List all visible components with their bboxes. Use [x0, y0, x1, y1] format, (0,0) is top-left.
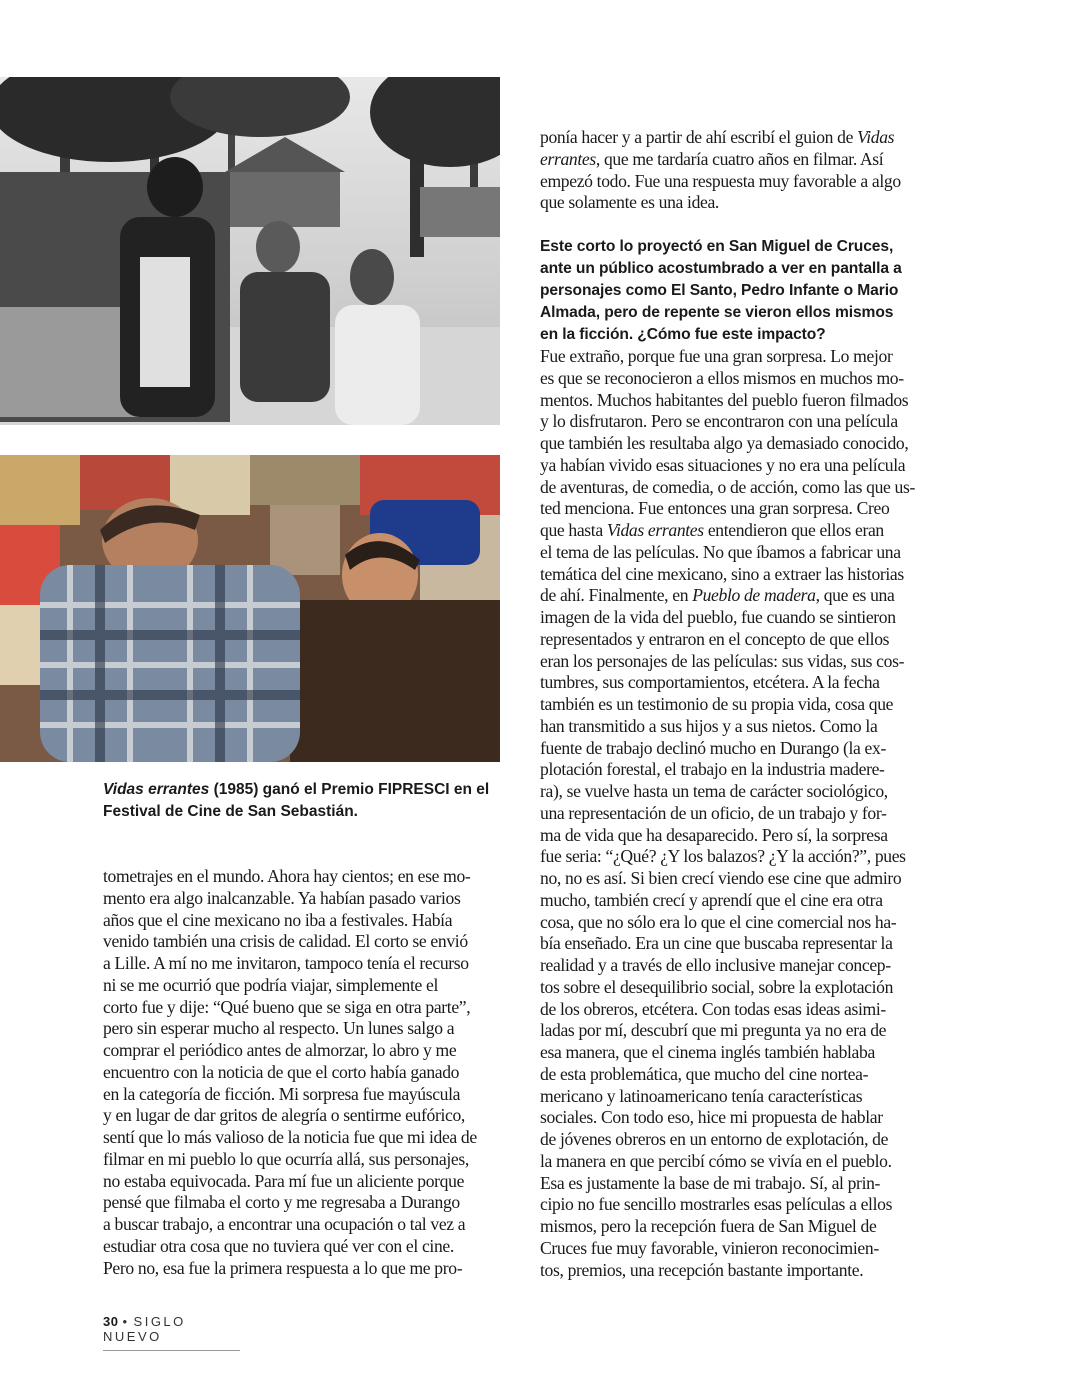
question-line: en la ficción. ¿Cómo fue este impacto?: [540, 326, 826, 343]
text-line: cipio no fue sencillo mostrarles esas películas a ellos: [540, 1194, 893, 1215]
text-line: de aventuras, de comedia, o de acción, como las que us-: [540, 476, 915, 497]
text-line: han transmitido a sus hijos y a sus nietos. Como la: [540, 715, 878, 736]
text-line: ted menciona. Fue entonces una gran sorpresa. Creo: [540, 498, 890, 519]
text-line: una representación de un oficio, de un trabajo y for-: [540, 802, 887, 823]
text-run: entendieron que ellos eran: [703, 520, 884, 540]
text-line: ra), se vuelve hasta un tema de carácter sociológico,: [540, 781, 888, 801]
text-line: comprar el periódico antes de almorzar, lo abro y me: [103, 1040, 457, 1060]
page-number: 30: [103, 1314, 119, 1329]
left-paragraph: [103, 866, 498, 1279]
text-line: ma de vida que ha desaparecido. Pero sí, la sorpresa: [540, 824, 888, 845]
text-line: fue seria: “¿Qué? ¿Y los balazos? ¿Y la acción?”, pues: [540, 846, 906, 867]
text-run: , que es una: [815, 585, 895, 606]
left-text-column: [103, 866, 498, 1279]
text-line: [540, 127, 935, 149]
text-line: encuentro con la noticia de que el corto había ganado: [103, 1061, 460, 1082]
text-run: de ahí. Finalmente, en: [540, 585, 693, 606]
text-line: a Lille. A mí no me invitaron, tampoco tenía el recurso: [103, 953, 469, 973]
text-line: tos, premios, una recepción bastante importante.: [540, 1259, 864, 1280]
text-line: pensé que filmaba el corto y me regresaba a Durango: [103, 1192, 460, 1213]
text-line: es que se reconocieron a ellos mismos en muchos mo-: [540, 367, 904, 388]
question-line: personajes como El Santo, Pedro Infante o Mario: [540, 282, 899, 299]
text-line: tumbres, sus comportamientos, etcétera. A la fecha: [540, 672, 880, 693]
text-line: mismos, pero la recepción fuera de San Miguel de: [540, 1216, 877, 1236]
text-run: , que me tardaría cuatro años en filmar. Así: [595, 148, 884, 169]
interview-question: [540, 236, 935, 346]
film-title: Vidas errantes: [606, 520, 704, 540]
text-line: bía enseñado. Era un cine que buscaba representar la: [540, 933, 893, 954]
text-line: tos sobre el desequilibrio social, sobre la explotación: [540, 976, 894, 997]
footer-separator: •: [122, 1314, 130, 1329]
text-line: años que el cine mexicano no iba a festivales. Había: [103, 909, 453, 930]
text-line: Esa es justamente la base de mi trabajo. Sí, al prin-: [540, 1172, 881, 1193]
text-line: eran los personajes de las películas: sus vidas, sus cos-: [540, 650, 905, 671]
text-line: ladas por mí, descubrí que mi pregunta ya no era de: [540, 1020, 887, 1041]
text-line: realidad y a través de ello inclusive manejar concep-: [540, 955, 891, 975]
text-line: mentos. Muchos habitantes del pueblo fueron filmados: [540, 389, 909, 410]
page-footer: [103, 1314, 240, 1351]
text-line: fuente de trabajo declinó mucho en Durango (la ex-: [540, 737, 886, 758]
text-line: que solamente es una idea.: [540, 192, 719, 213]
text-line: la manera en que percibí cómo se vivía en el pueblo.: [540, 1150, 892, 1171]
text-line: imagen de la vida del pueblo, fue cuando se sintieron: [540, 607, 896, 627]
text-line: de esta problemática, que mucho del cine nortea-: [540, 1063, 869, 1084]
text-line: ni se me ocurrió que podría viajar, simplemente el: [103, 974, 439, 995]
text-line: Cruces fue muy favorable, vinieron reconocimien-: [540, 1237, 879, 1258]
text-line: [540, 520, 935, 542]
text-line: sociales. Con todo eso, hice mi propuesta de hablar: [540, 1107, 883, 1128]
text-line: no estaba equivocada. Para mí fue un aliciente porque: [103, 1170, 465, 1191]
text-line: estudiar otra cosa que no tuviera qué ver con el cine.: [103, 1235, 454, 1256]
film-still-forest-photo: [0, 77, 500, 425]
text-line: mericano y latinoamericano tenía características: [540, 1085, 863, 1106]
text-line: empezó todo. Fue una respuesta muy favorable a algo: [540, 170, 901, 191]
text-line: temática del cine mexicano, sino a extraer las historias: [540, 563, 904, 584]
intro-paragraph: [540, 127, 935, 214]
text-line: representados y entraron en el concepto de que ellos: [540, 628, 890, 649]
text-line: mucho, también crecí y aprendí que el cine era otra: [540, 889, 883, 910]
text-line: corto fue y dije: “Qué bueno que se siga en otra parte”,: [103, 996, 471, 1017]
text-line: y lo disfrutaron. Pero se encontraron con una película: [540, 411, 898, 432]
text-run: que hasta: [540, 520, 607, 540]
text-line: filmar en mi pueblo lo que ocurría allá, sus personajes,: [103, 1148, 469, 1169]
film-still-sleeping-photo: [0, 455, 500, 762]
text-line: no, no es así. Si bien crecí viendo ese cine que admiro: [540, 868, 902, 888]
question-line: Este corto lo proyectó en San Miguel de Cruces,: [540, 238, 894, 255]
text-line: plotación forestal, el trabajo en la industria madere-: [540, 759, 885, 780]
text-line: mento era algo inalcanzable. Ya habían pasado varios: [103, 887, 461, 908]
text-line: sentí que lo más valioso de la noticia fue que mi idea de: [103, 1127, 477, 1147]
caption-text: (1985) ganó el Premio FIPRESCI en el Festival de Cine de San Sebastián.: [103, 781, 490, 820]
text-line: venido también una crisis de calidad. El corto se envió: [103, 931, 468, 952]
text-line: que también les resultaba algo ya demasiado conocido,: [540, 433, 909, 453]
text-line: esa manera, que el cinema inglés también hablaba: [540, 1042, 875, 1062]
text-line: y en lugar de dar gritos de alegría o sentirme eufórico,: [103, 1105, 465, 1126]
interview-answer: [540, 346, 935, 1281]
text-line: pero sin esperar mucho al respecto. Un lunes salgo a: [103, 1018, 455, 1039]
text-line: tometrajes en el mundo. Ahora hay cientos; en ese mo-: [103, 866, 471, 886]
film-title: Pueblo de madera: [692, 585, 816, 606]
text-line: ya habían vivido esas situaciones y no era una película: [540, 454, 906, 475]
film-title: Vidas: [857, 127, 895, 147]
text-line: de los obreros, etcétera. Con todas esas ideas asimi-: [540, 998, 886, 1019]
text-line: de jóvenes obreros en un entorno de explotación, de: [540, 1129, 889, 1149]
question-line: Almada, pero de repente se vieron ellos mismos: [540, 304, 894, 321]
text-run: ponía hacer y a partir de ahí escribí el guion de: [540, 127, 858, 147]
text-line: Pero no, esa fue la primera respuesta a lo que me pro-: [103, 1257, 463, 1278]
text-line: [540, 585, 935, 607]
right-text-column: [540, 127, 935, 1281]
text-line: Fue extraño, porque fue una gran sorpresa. Lo mejor: [540, 346, 893, 366]
text-line: el tema de las películas. No que íbamos a fabricar una: [540, 541, 901, 562]
text-line: en la categoría de ficción. Mi sorpresa fue mayúscula: [103, 1083, 461, 1104]
text-line: a buscar trabajo, a encontrar una ocupación o tal vez a: [103, 1214, 466, 1234]
text-line: cosa, que no sólo era lo que el cine comercial nos ha-: [540, 911, 897, 932]
magazine-name: SIGLO NUEVO: [103, 1314, 186, 1344]
caption-film-title: Vidas errantes: [103, 781, 210, 798]
photo-caption: [103, 779, 498, 823]
text-line: también es un testimonio de su propia vida, cosa que: [540, 694, 894, 714]
film-title: errantes: [540, 148, 596, 169]
question-line: ante un público acostumbrado a ver en pantalla a: [540, 260, 902, 277]
text-line: [540, 149, 935, 171]
